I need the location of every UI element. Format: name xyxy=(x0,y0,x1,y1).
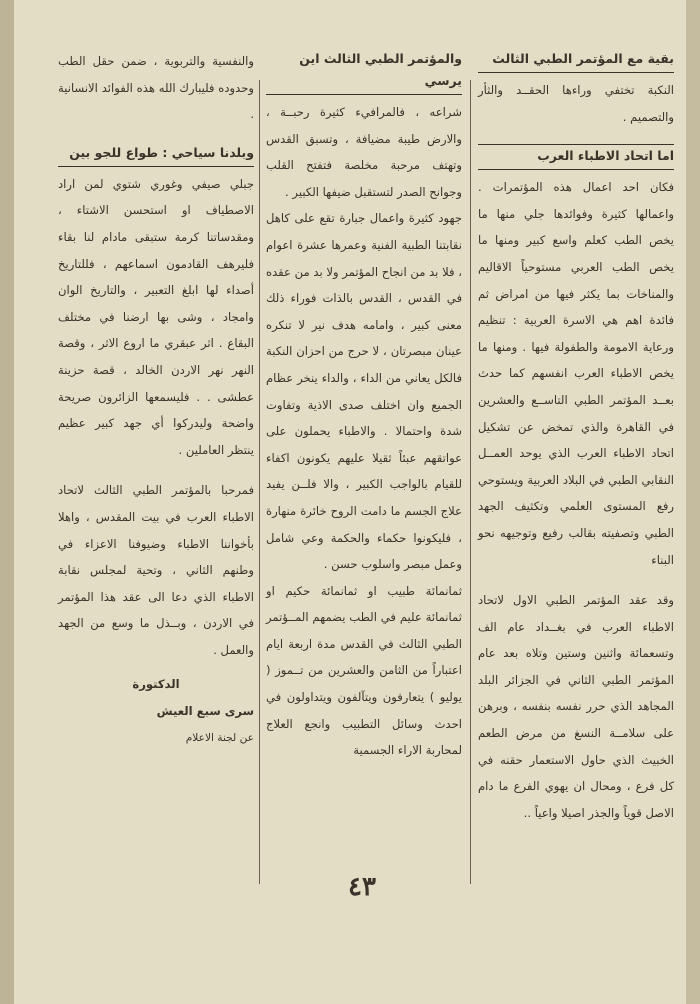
paragraph: ثمانمائة طبيب او ثمانمائة حكيم او ثمانمائة عليم في الطب يضمهم المــؤتمر الطبي الثالث في القدس مدة اربعة ايام اعتباراً من الثامن والعشرين من تــموز ( يوليو ) يتعارفون ويتآلفون ويتداولون في احدث وسائل التطبيب وانجع العلاج لمحاربة الاراء الجسمية xyxy=(266,583,462,758)
paragraph: وقد عقد المؤتمر الطبي الاول لاتحاد الاطباء العرب في بغــداد عام الف وتسعمائة واثنين وستين وتلاه بعد عام المؤتمر الطبي الثاني في الجزائر البلد المجاهد الذي حرر نفسه بنفسه ، وبرهن على سلامــة النسغ من مرض الطعم الخبيث الذي حاول الاستعمار حقنه في كل فرع ، ومحال ان يهوي الفرع ما دام الاصل قوياً والجذر اصيلا واعياً .. xyxy=(478,593,674,820)
signature-name: سرى سبع العيش xyxy=(156,704,254,719)
paragraph: والنفسية والتربوية ، ضمن حقل الطب وحدوده فليبارك الله هذه الفوائد الانسانية . xyxy=(58,54,254,122)
column-divider xyxy=(470,80,471,884)
signature-title: الدكتورة xyxy=(132,677,180,692)
paragraph: فمرحبا بالمؤتمر الطبي الثالث لاتحاد الاطباء العرب في بيت المقدس ، واهلا بأخواننا الاطباء وضيوفنا الاعزاء في وطنهم الثاني ، وتحية لمجلس نقابة الاطباء الذي دعا الى عقد هذا المؤتمر في الاردن ، وبــذل ما وسع من الجهد والعمل . xyxy=(58,483,254,657)
page-edge-right xyxy=(686,0,700,1004)
paragraph: شراعه ، فالمرافيء كثيرة رحبــة ، والارض طيبة مضيافة ، وتسبق القدس وتهتف مرحبة مخلصة فتفتح القلب وجوانح الصدر لتستقبل ضيفها الكبير . xyxy=(266,105,462,199)
left-column xyxy=(58,48,254,751)
signature-role: عن لجنة الاعلام xyxy=(185,731,254,744)
section-heading: وبلدنا سياحي : طواع للجو بين xyxy=(58,142,254,167)
section-heading: اما اتحاد الاطباء العرب xyxy=(478,144,674,170)
paragraph: جهود كثيرة واعمال جبارة تقع على كاهل نقابتنا الطبية الفنية وعمرها عشرة اعوام ، فلا بد من انجاح المؤتمر ولا بد من عقده في القدس ، القدس بالذات فوراء ذلك معنى كبير ، وامامه هدف نير لا تنكره عينان مبصرتان ، لا حرج من احزان النكبة فالكل يعاني من الداء ، والداء ينخر عظام الجميع وان اختلف صدى الاذية وتفاوت شدة واحتمالا . والاطباء يحملون على عواتقهم عبئاً ثقيلا عليهم يكونون اكفاء للقيام بالواجب الكبير ، والا فلــن يفيد علاج الجسم ما دامت الروح خائرة منهارة ، فليكونوا حكماء والحكمة وعي شامل وعمل مبصر واسلوب حسن . xyxy=(266,211,462,572)
right-column xyxy=(478,48,674,826)
column-divider xyxy=(259,80,260,884)
section-heading: والمؤتمر الطبي الثالث اين يرسي xyxy=(266,48,462,95)
page-edge-left xyxy=(0,0,14,1004)
middle-column xyxy=(266,48,462,764)
document-page xyxy=(14,0,686,1004)
paragraph: فكان احد اعمال هذه المؤتمرات . واعمالها كثيرة وفوائدها جلي منها ما يخص الطب كعلم واسع كبير ومنها ما يخص الطب العربي مستوحياً الاقاليم والمناخات بما يكثر فيها من امراض ثم فائدة اهم هي الاسرة العربية : تنظيم ورعاية الامومة والطفولة فيها . ومنها ما يخص الاطباء العرب انفسهم كما حدث بعــد المؤتمر الطبي التاســع والعشرين في القاهرة والذي تمخض عن تشكيل اتحاد الاطباء العرب الذي يوحد العمــل النقابي الطبي في البلاد العربية ويستوحي رفع المستوى العلمي وتكثيف الجهد الطبي وتصفيته بقالب رفيع وتوجيهه نحو البناء xyxy=(478,180,674,567)
article-heading: بقية مع المؤتمر الطبي الثالث xyxy=(478,48,674,73)
paragraph: النكبة تختفي وراءها الحقــد والثأر والتصميم . xyxy=(478,83,674,124)
paragraph: جبلي صيفي وغوري شتوي لمن اراد الاصطياف او استحسن الاشتاء ، ومقدساتنا كرمة ستبقى مادام لنا بقاء فليرهف القادمون اسماعهم ، فللتاريخ أصداء لها ابلغ التعبير ، والتاريخ الوان وامجاد ، وشى بها ارضنا في مختلف البقاع . اثر عبقري ما اروع الاثر ، وقصة النهر نهر الاردن الخالد ، قصة حزينة عطشى . . فليسمعها الزائرون صريحة واضحة وليدركوا أي جهد كبير عظيم ينتظر العاملين . xyxy=(58,176,254,457)
page-number: ٤٣ xyxy=(348,872,376,902)
